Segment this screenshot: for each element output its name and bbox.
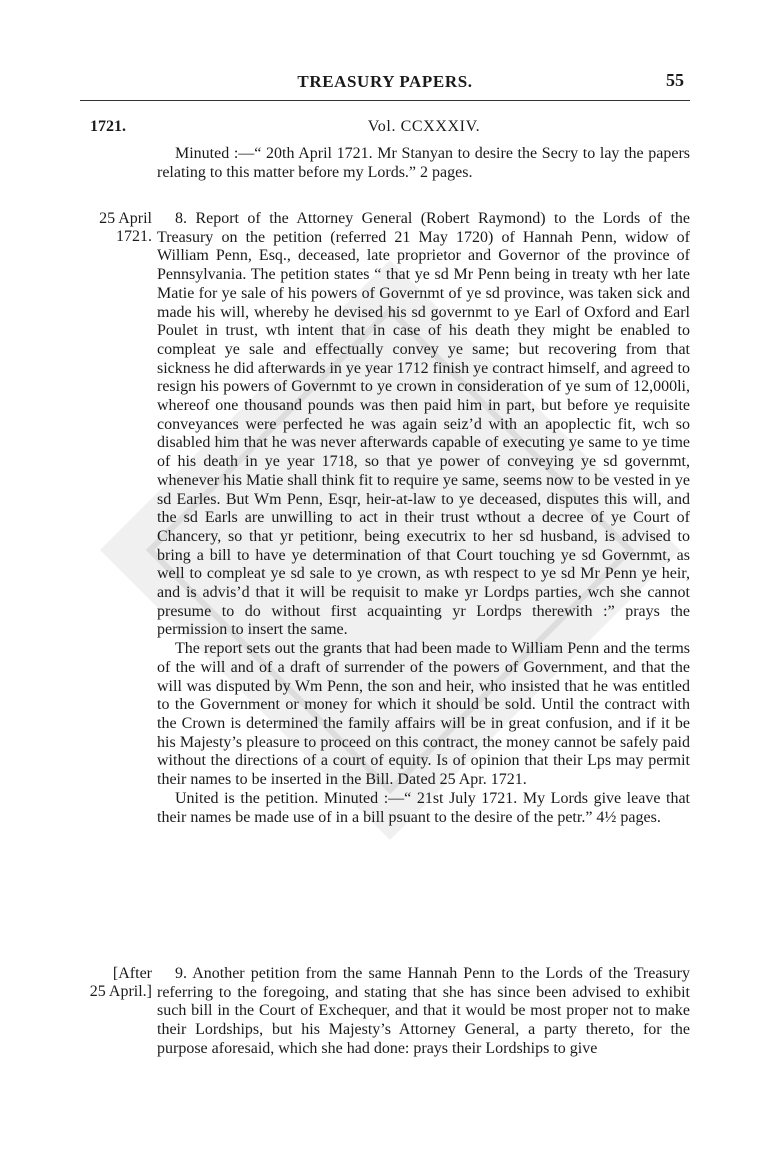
item8-paragraph-2: The report sets out the grants that had been made to William Penn and the terms of the will and of a draft of surrender of the powers of Government, and that the will was disputed by Wm Penn, the son and heir, who insisted that he was entitled to the Government or money for which it should be sold. Until the contract with the Crown is determined the family affairs will be in great confusion, and if it be his Majesty’s pleasure to proceed on this contract, the money cannot be safely paid without the directions of a court of equity. Is of opinion that their Lps may permit their names to be inserted in the Bill. Dated 25 Apr. 1721. (157, 640, 690, 789)
item8-paragraph-1: 8. Report of the Attorney General (Robert Raymond) to the Lords of the Treasury on the petition (referred 21 May 1720) of Hannah Penn, widow of William Penn, Esq., deceased, late proprietor and Governor of the province of Pennsylvania. The petition states “ that ye sd Mr Penn being in treaty wth her late Matie for ye sale of his powers of Governmt of ye sd province, was taken sick and made his will, whereby he devised his sd governmt to ye Earl of Oxford and Earl Poulet in trust, wth intent that in case of his death they might be enabled to compleat ye sale and effectually convey ye same; but recovering from that sickness he did afterwards in ye year 1712 finish ye contract himself, and agreed to resign his powers of Governmt to ye crown in consideration of ye sum of 12,000li, whereof one thousand pounds was then paid him in part, but before ye requisite conveyances were perfected he was again seiz’d with an apoplectic fit, wch so disabled him that he was never afterwards capable of executing ye same to ye time of his death in ye year 1718, so that ye power of conveying ye sd governmt, whenever his Matie shall think fit to require ye same, seems now to be vested in ye sd Earles. But Wm Penn, Esqr, heir-at-law to ye deceased, disputes this will, and the sd Earls are unwilling to act in their trust wthout a decree of ye Court of Chancery, so that yr petitionr, being executrix to her sd husband, is advised to bring a bill to have ye determination of that Court touching ye sd Governmt, as well to compleat ye sd sale to ye crown, as wth respect to ye sd Mr Penn ye heir, and is advis’d that it will be requisit to make yr Lordps parties, wch she cannot presume to do without first acquainting yr Lordps therewith :” prays the permission to insert the same. (157, 210, 690, 639)
page-number: 55 (666, 70, 684, 90)
item9-paragraph-1: 9. Another petition from the same Hannah Penn to the Lords of the Treasury referring to the foregoing, and stating that she has since been advised to exhibit such bill in the Court of Exchequer, and that it would be most proper not to make their Lordships, but his Majesty’s Attorney General, a party thereto, for the purpose aforesaid, which she had done: prays their Lordships to give (157, 965, 690, 1057)
page-header (80, 70, 690, 101)
item8-body (157, 210, 690, 827)
running-title: TREASURY PAPERS. (297, 72, 473, 91)
item8-date (74, 210, 152, 246)
item9-date (74, 965, 152, 1001)
previous-minute (157, 145, 690, 182)
item9-body (157, 965, 690, 1059)
item9-date-line2: 25 April.] (89, 983, 152, 1000)
item8-date-line1: 25 April (99, 210, 152, 227)
previous-minute-text: Minuted :—“ 20th April 1721. Mr Stanyan to desire the Secry to lay the papers relating to this matter before my Lords.” 2 pages. (157, 145, 690, 181)
item9-date-line1: [After (112, 965, 152, 982)
item8-date-line2: 1721. (116, 228, 152, 245)
item8-paragraph-3: United is the petition. Minuted :—“ 21st July 1721. My Lords give leave that their names be made use of in a bill psuant to the desire of the petr.” 4½ pages. (157, 789, 690, 826)
year-margin-note: 1721. (90, 118, 126, 135)
volume-heading: Vol. CCXXXIV. (367, 118, 481, 135)
